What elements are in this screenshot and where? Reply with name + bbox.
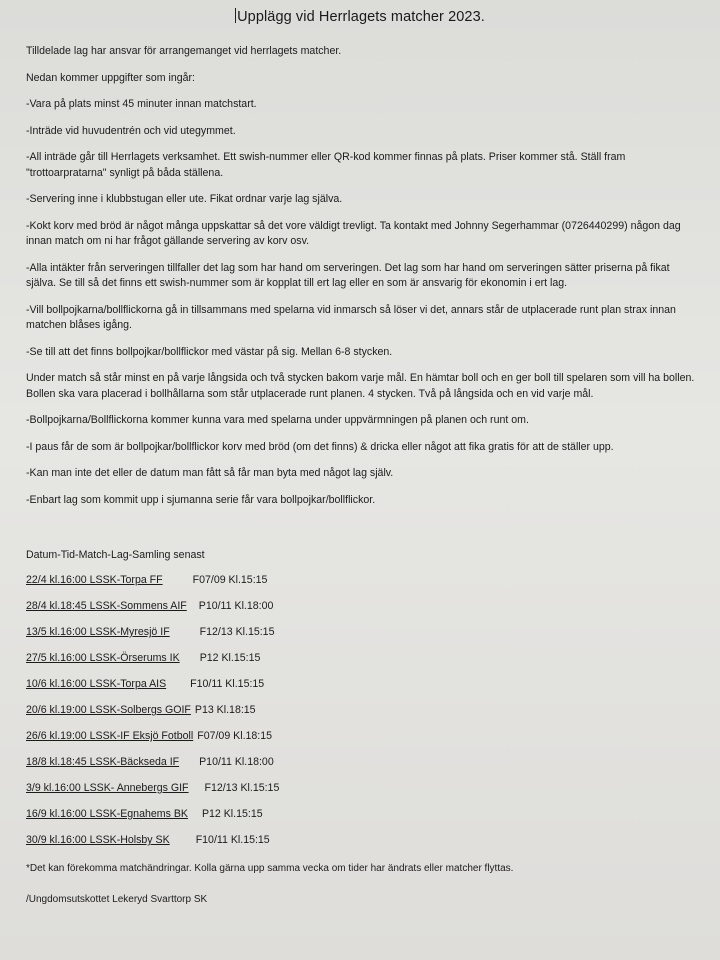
match-link[interactable]: 18/8 kl.18:45 LSSK-Bäckseda IF bbox=[26, 756, 180, 768]
footer-note: *Det kan förekomma matchändringar. Kolla gärna upp samma vecka om tider har ändrats eller matcher flyttas. bbox=[26, 863, 514, 874]
match-row bbox=[26, 755, 702, 781]
paragraph-walkout: -Vill bollpojkarna/bollflickorna gå in tillsammans med spelarna vid inmarsch så löser vi det, annars står de utplacerade runt plan strax innan matchen blåses igång. bbox=[26, 303, 676, 331]
paragraph-serving: -Servering inne i klubbstugan eller ute. Fikat ordnar varje lag själva. bbox=[26, 193, 343, 205]
match-team-gathering: F10/11 Kl.15:15 bbox=[195, 834, 270, 846]
match-row bbox=[26, 729, 702, 755]
text-cursor-icon bbox=[235, 8, 236, 23]
match-team-gathering: F10/11 Kl.15:15 bbox=[190, 678, 265, 690]
match-link[interactable]: 22/4 kl.16:00 LSSK-Torpa FF bbox=[26, 574, 163, 586]
match-link[interactable]: 30/9 kl.16:00 LSSK-Holsby SK bbox=[26, 834, 170, 846]
match-row bbox=[26, 651, 702, 677]
match-link[interactable]: 20/6 kl.19:00 LSSK-Solbergs GOIF bbox=[26, 704, 191, 716]
match-team-gathering: P10/11 Kl.18:00 bbox=[199, 756, 274, 768]
paragraph-hotdogs: -Kokt korv med bröd är något många uppskattar så det vore väldigt trevligt. Ta kontakt med Johnny Segerhammar (0726440299) någon dag innan match om ni har frågot gällande servering av korv osv. bbox=[26, 219, 681, 247]
document-body bbox=[26, 44, 702, 907]
paragraph-during-match: Under match så står minst en på varje långsida och två stycken bakom varje mål. En hämtar boll och en ger boll till spelaren som vill ha bollen. Bollen ska vara placerad i bollhållarna som står utplacerade runt planen. 4 stycken. Två på långsida och en vid varje mål. bbox=[26, 372, 695, 400]
document-title-text: Upplägg vid Herrlagets matcher 2023. bbox=[237, 9, 485, 25]
match-schedule bbox=[26, 573, 702, 859]
match-team-gathering: F12/13 Kl.15:15 bbox=[204, 782, 280, 794]
signature: /Ungdomsutskottet Lekeryd Svarttorp SK bbox=[26, 894, 208, 905]
match-link[interactable]: 27/5 kl.16:00 LSSK-Örserums IK bbox=[26, 652, 180, 664]
paragraph-entrance: -Inträde vid huvudentrén och vid utegymmet. bbox=[26, 124, 236, 137]
match-team-gathering: P12 Kl.15:15 bbox=[199, 652, 261, 664]
match-row bbox=[26, 677, 702, 703]
match-row bbox=[26, 703, 702, 729]
match-row bbox=[26, 573, 702, 599]
paragraph-admission: -All inträde går till Herrlagets verksamhet. Ett swish-nummer eller QR-kod kommer finnas på plats. Priser kommer stå. Ställ fram "trottoarpratarna" synligt på båda ställena. bbox=[26, 151, 626, 179]
match-team-gathering: F07/09 Kl.15:15 bbox=[192, 574, 268, 586]
paragraph-halftime: -I paus får de som är bollpojkar/bollflickor korv med bröd (om det finns) & dricka eller något att fika gratis för att de ställer upp. bbox=[26, 440, 614, 453]
match-team-gathering: P10/11 Kl.18:00 bbox=[198, 600, 274, 612]
paragraph-tasks-heading: Nedan kommer uppgifter som ingår: bbox=[26, 71, 195, 84]
paragraph-eligibility: -Enbart lag som kommit upp i sjumanna serie får vara bollpojkar/bollflickor. bbox=[26, 493, 376, 506]
match-link[interactable]: 10/6 kl.16:00 LSSK-Torpa AIS bbox=[26, 678, 167, 690]
match-link[interactable]: 28/4 kl.18:45 LSSK-Sommens AIF bbox=[26, 600, 187, 612]
paragraph-ballkids-count: -Se till att det finns bollpojkar/bollflickor med västar på sig. Mellan 6-8 stycken. bbox=[26, 345, 393, 358]
match-row bbox=[26, 781, 702, 807]
document-title bbox=[0, 8, 720, 25]
paragraph-income: -Alla intäkter från serveringen tillfaller det lag som har hand om serveringen. Det lag som har hand om serveringen sätter priserna på fikat själva. Se till så det finns ett swish-nummer som är kopplat till ert lag eller en som är ansvarig för ekonomin i ert lag. bbox=[26, 261, 670, 289]
match-row bbox=[26, 625, 702, 651]
match-row bbox=[26, 807, 702, 833]
match-row bbox=[26, 833, 702, 859]
match-link[interactable]: 13/5 kl.16:00 LSSK-Myresjö IF bbox=[26, 626, 170, 638]
match-link[interactable]: 16/9 kl.16:00 LSSK-Egnahems BK bbox=[26, 808, 188, 820]
match-team-gathering: P12 Kl.15:15 bbox=[201, 808, 263, 820]
match-link[interactable]: 3/9 kl.16:00 LSSK- Annebergs GIF bbox=[26, 782, 189, 794]
paragraph-arrival: -Vara på plats minst 45 minuter innan matchstart. bbox=[26, 98, 257, 110]
paragraph-warmup: -Bollpojkarna/Bollflickorna kommer kunna vara med spelarna under uppvärmningen på planen och runt om. bbox=[26, 414, 529, 426]
match-team-gathering: F12/13 Kl.15:15 bbox=[199, 626, 275, 638]
paragraph-swap: -Kan man inte det eller de datum man fått så får man byta med något lag själv. bbox=[26, 467, 394, 479]
match-link[interactable]: 26/6 kl.19:00 LSSK-IF Eksjö Fotboll bbox=[26, 730, 194, 742]
paragraph-intro: Tilldelade lag har ansvar för arrangemanget vid herrlagets matcher. bbox=[26, 45, 342, 57]
match-team-gathering: P13 Kl.18:15 bbox=[194, 704, 256, 716]
match-team-gathering: F07/09 Kl.18:15 bbox=[197, 730, 273, 742]
schedule-header: Datum-Tid-Match-Lag-Samling senast bbox=[26, 549, 205, 561]
match-row bbox=[26, 599, 702, 625]
